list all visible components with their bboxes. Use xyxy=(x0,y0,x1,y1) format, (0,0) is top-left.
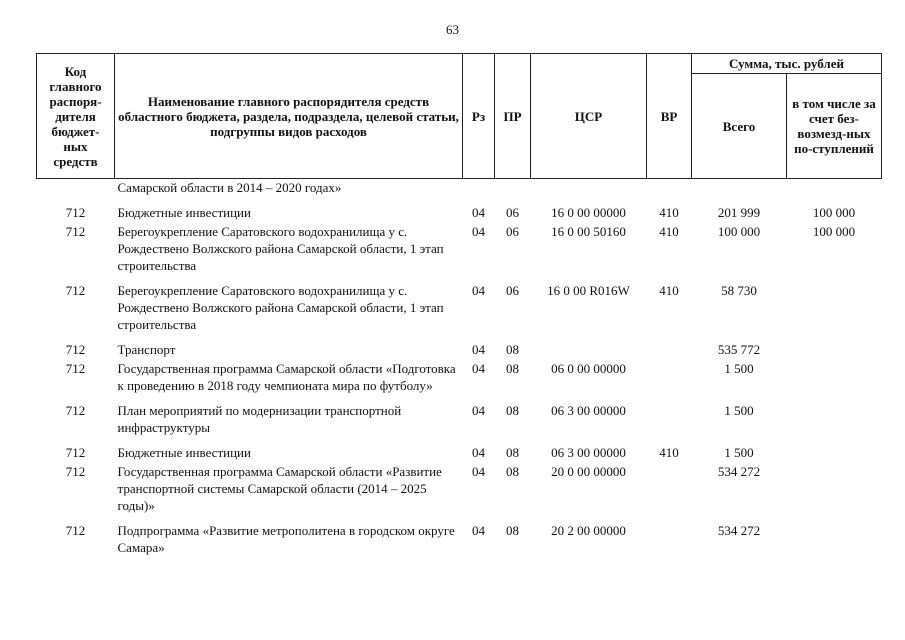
cell-rz: 04 xyxy=(472,205,485,220)
cell-pr: 06 xyxy=(506,224,519,239)
cell-csr: 16 0 00 00000 xyxy=(551,205,626,220)
cell-incl xyxy=(787,521,882,557)
header-pr: ПР xyxy=(495,54,531,179)
cell-rz: 04 xyxy=(472,342,485,357)
cell-csr: 06 3 00 00000 xyxy=(551,403,626,418)
cell-incl xyxy=(787,443,882,462)
cell-code: 712 xyxy=(65,361,86,376)
table-row xyxy=(37,443,882,462)
cell-pr: 08 xyxy=(506,403,519,418)
header-total: Всего xyxy=(692,74,787,179)
cell-rz: 04 xyxy=(472,283,485,298)
cell-total: 201 999 xyxy=(717,205,761,220)
table-row xyxy=(37,359,882,401)
cell-csr: 20 2 00 00000 xyxy=(551,523,626,538)
cell-csr: 16 0 00 R016W xyxy=(547,283,630,298)
cell-name: Берегоукрепление Саратовского водохранилища у с. Рождествено Волжского района Самарской области, 1 этап строительства xyxy=(117,283,444,332)
cell-code: 712 xyxy=(65,342,86,357)
cell-vr: 410 xyxy=(659,224,679,239)
cell-name: Транспорт xyxy=(117,342,176,357)
cell-code: 712 xyxy=(65,224,86,239)
cell-vr xyxy=(647,521,692,557)
table-row xyxy=(37,401,882,443)
cell-name: Бюджетные инвестиции xyxy=(117,205,251,220)
cell-total: 1 500 xyxy=(724,445,754,460)
cell-vr: 410 xyxy=(659,283,679,298)
cell-vr xyxy=(647,340,692,359)
cell-name: Подпрограмма «Развитие метрополитена в городском округе Самара» xyxy=(117,523,455,555)
cell-pr: 08 xyxy=(506,445,519,460)
header-name: Наименование главного распорядителя средств областного бюджета, раздела, подраздела, целевой статьи, подгруппы видов расходов xyxy=(115,54,463,179)
table-row xyxy=(37,203,882,222)
page-number: 63 xyxy=(446,22,459,37)
cell-name: Бюджетные инвестиции xyxy=(117,445,251,460)
header-sum: Сумма, тыс. рублей xyxy=(692,54,882,74)
table-row xyxy=(37,462,882,521)
table-row xyxy=(37,222,882,281)
header-csr: ЦСР xyxy=(531,54,647,179)
cell-csr: 16 0 00 50160 xyxy=(551,224,626,239)
cell-vr xyxy=(647,401,692,443)
cell-pr: 08 xyxy=(506,342,519,357)
cell-incl: 100 000 xyxy=(812,224,856,239)
cell-incl xyxy=(787,401,882,443)
cell-pr: 08 xyxy=(506,523,519,538)
cell-rz: 04 xyxy=(472,361,485,376)
cell-total: 534 272 xyxy=(717,464,761,479)
cell-total: 58 730 xyxy=(721,283,757,298)
cell-name: Государственная программа Самарской области «Подготовка к проведению в 2018 году чемпионата мира по футболу» xyxy=(117,361,456,393)
cell-pr: 06 xyxy=(506,283,519,298)
cell-csr xyxy=(531,340,647,359)
cell-rz: 04 xyxy=(472,224,485,239)
cell-vr xyxy=(647,359,692,401)
cell-code: 712 xyxy=(65,205,86,220)
cell-code: 712 xyxy=(65,464,86,479)
header-rz: Рз xyxy=(463,54,495,179)
cell-csr: 06 3 00 00000 xyxy=(551,445,626,460)
header-incl: в том числе за счет без-возмезд-ных по-ступлений xyxy=(787,74,882,179)
cell-name: Государственная программа Самарской области «Развитие транспортной системы Самарской области (2014 – 2025 годы)» xyxy=(117,464,442,513)
cell-vr: 410 xyxy=(659,445,679,460)
cell-incl xyxy=(787,340,882,359)
table-row xyxy=(37,521,882,557)
cell-csr: 20 0 00 00000 xyxy=(551,464,626,479)
cell-pr: 08 xyxy=(506,361,519,376)
cell-csr: 06 0 00 00000 xyxy=(551,361,626,376)
cell-incl xyxy=(787,462,882,521)
cell-code: 712 xyxy=(65,445,86,460)
budget-table xyxy=(36,53,882,557)
cell-incl xyxy=(787,281,882,340)
cell-code: 712 xyxy=(65,403,86,418)
cell-total: 534 272 xyxy=(717,523,761,538)
cell-total: 535 772 xyxy=(717,342,761,357)
cell-incl xyxy=(787,359,882,401)
cell-code: 712 xyxy=(65,283,86,298)
cell-vr xyxy=(647,462,692,521)
cell-incl: 100 000 xyxy=(812,205,856,220)
cell-code: 712 xyxy=(65,523,86,538)
cell-vr: 410 xyxy=(659,205,679,220)
cell-total: 100 000 xyxy=(717,224,761,239)
cell-total: 1 500 xyxy=(724,403,754,418)
cell-pr: 06 xyxy=(506,205,519,220)
cell-rz: 04 xyxy=(472,464,485,479)
cell-pr: 08 xyxy=(506,464,519,479)
cell-name: Берегоукрепление Саратовского водохранилища у с. Рождествено Волжского района Самарской области, 1 этап строительства xyxy=(117,224,444,273)
cell-name: План мероприятий по модернизации транспортной инфраструктуры xyxy=(117,403,402,435)
header-vr: ВР xyxy=(647,54,692,179)
cell-total: 1 500 xyxy=(724,361,754,376)
cell-rz: 04 xyxy=(472,445,485,460)
table-row xyxy=(37,281,882,340)
continuation-text: Самарской области в 2014 – 2020 годах» xyxy=(117,180,342,195)
cell-rz: 04 xyxy=(472,403,485,418)
header-code: Код главного распоря-дителя бюджет-ных средств xyxy=(37,54,115,179)
table-row xyxy=(37,340,882,359)
cell-rz: 04 xyxy=(472,523,485,538)
